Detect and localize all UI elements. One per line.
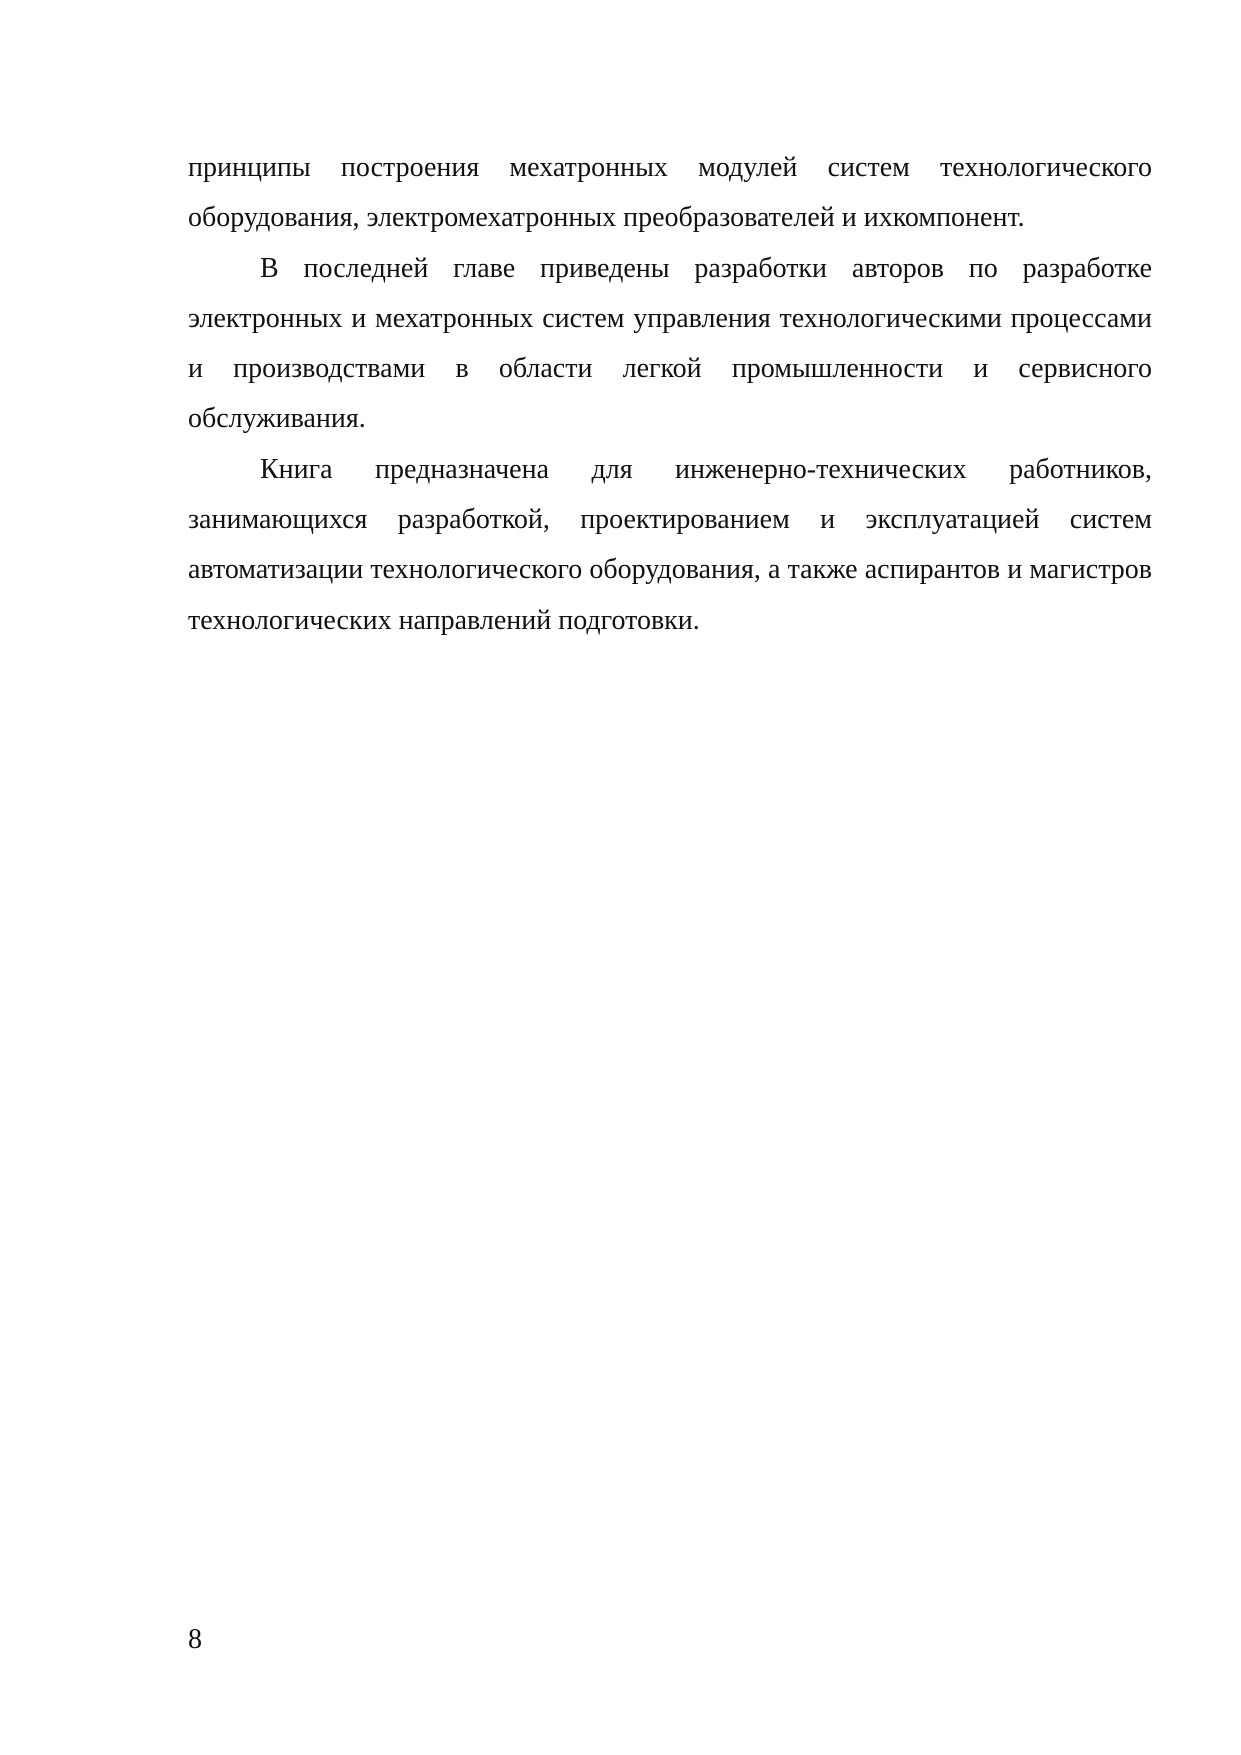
body-text [188,143,1152,646]
paragraph-audience: Книга предназначена для инженерно-технических работников, занимающихся разработкой, проектированием и эксплуатацией систем автоматизации технологического оборудования, а также аспирантов и магистров технологических направлений подготовки. [188,453,1152,636]
paragraph-last-chapter: В последней главе приведены разработки авторов по разработке электронных и мехатронных систем управления технологическими процессами и производствами в области легкой промышленности и сервисного обслуживания. [188,252,1152,435]
paragraph-continuation: принципы построения мехатронных модулей систем технологического оборудования, электромехатронных преобразователей и ихкомпонент. [188,152,1152,234]
page-number: 8 [188,1624,202,1655]
